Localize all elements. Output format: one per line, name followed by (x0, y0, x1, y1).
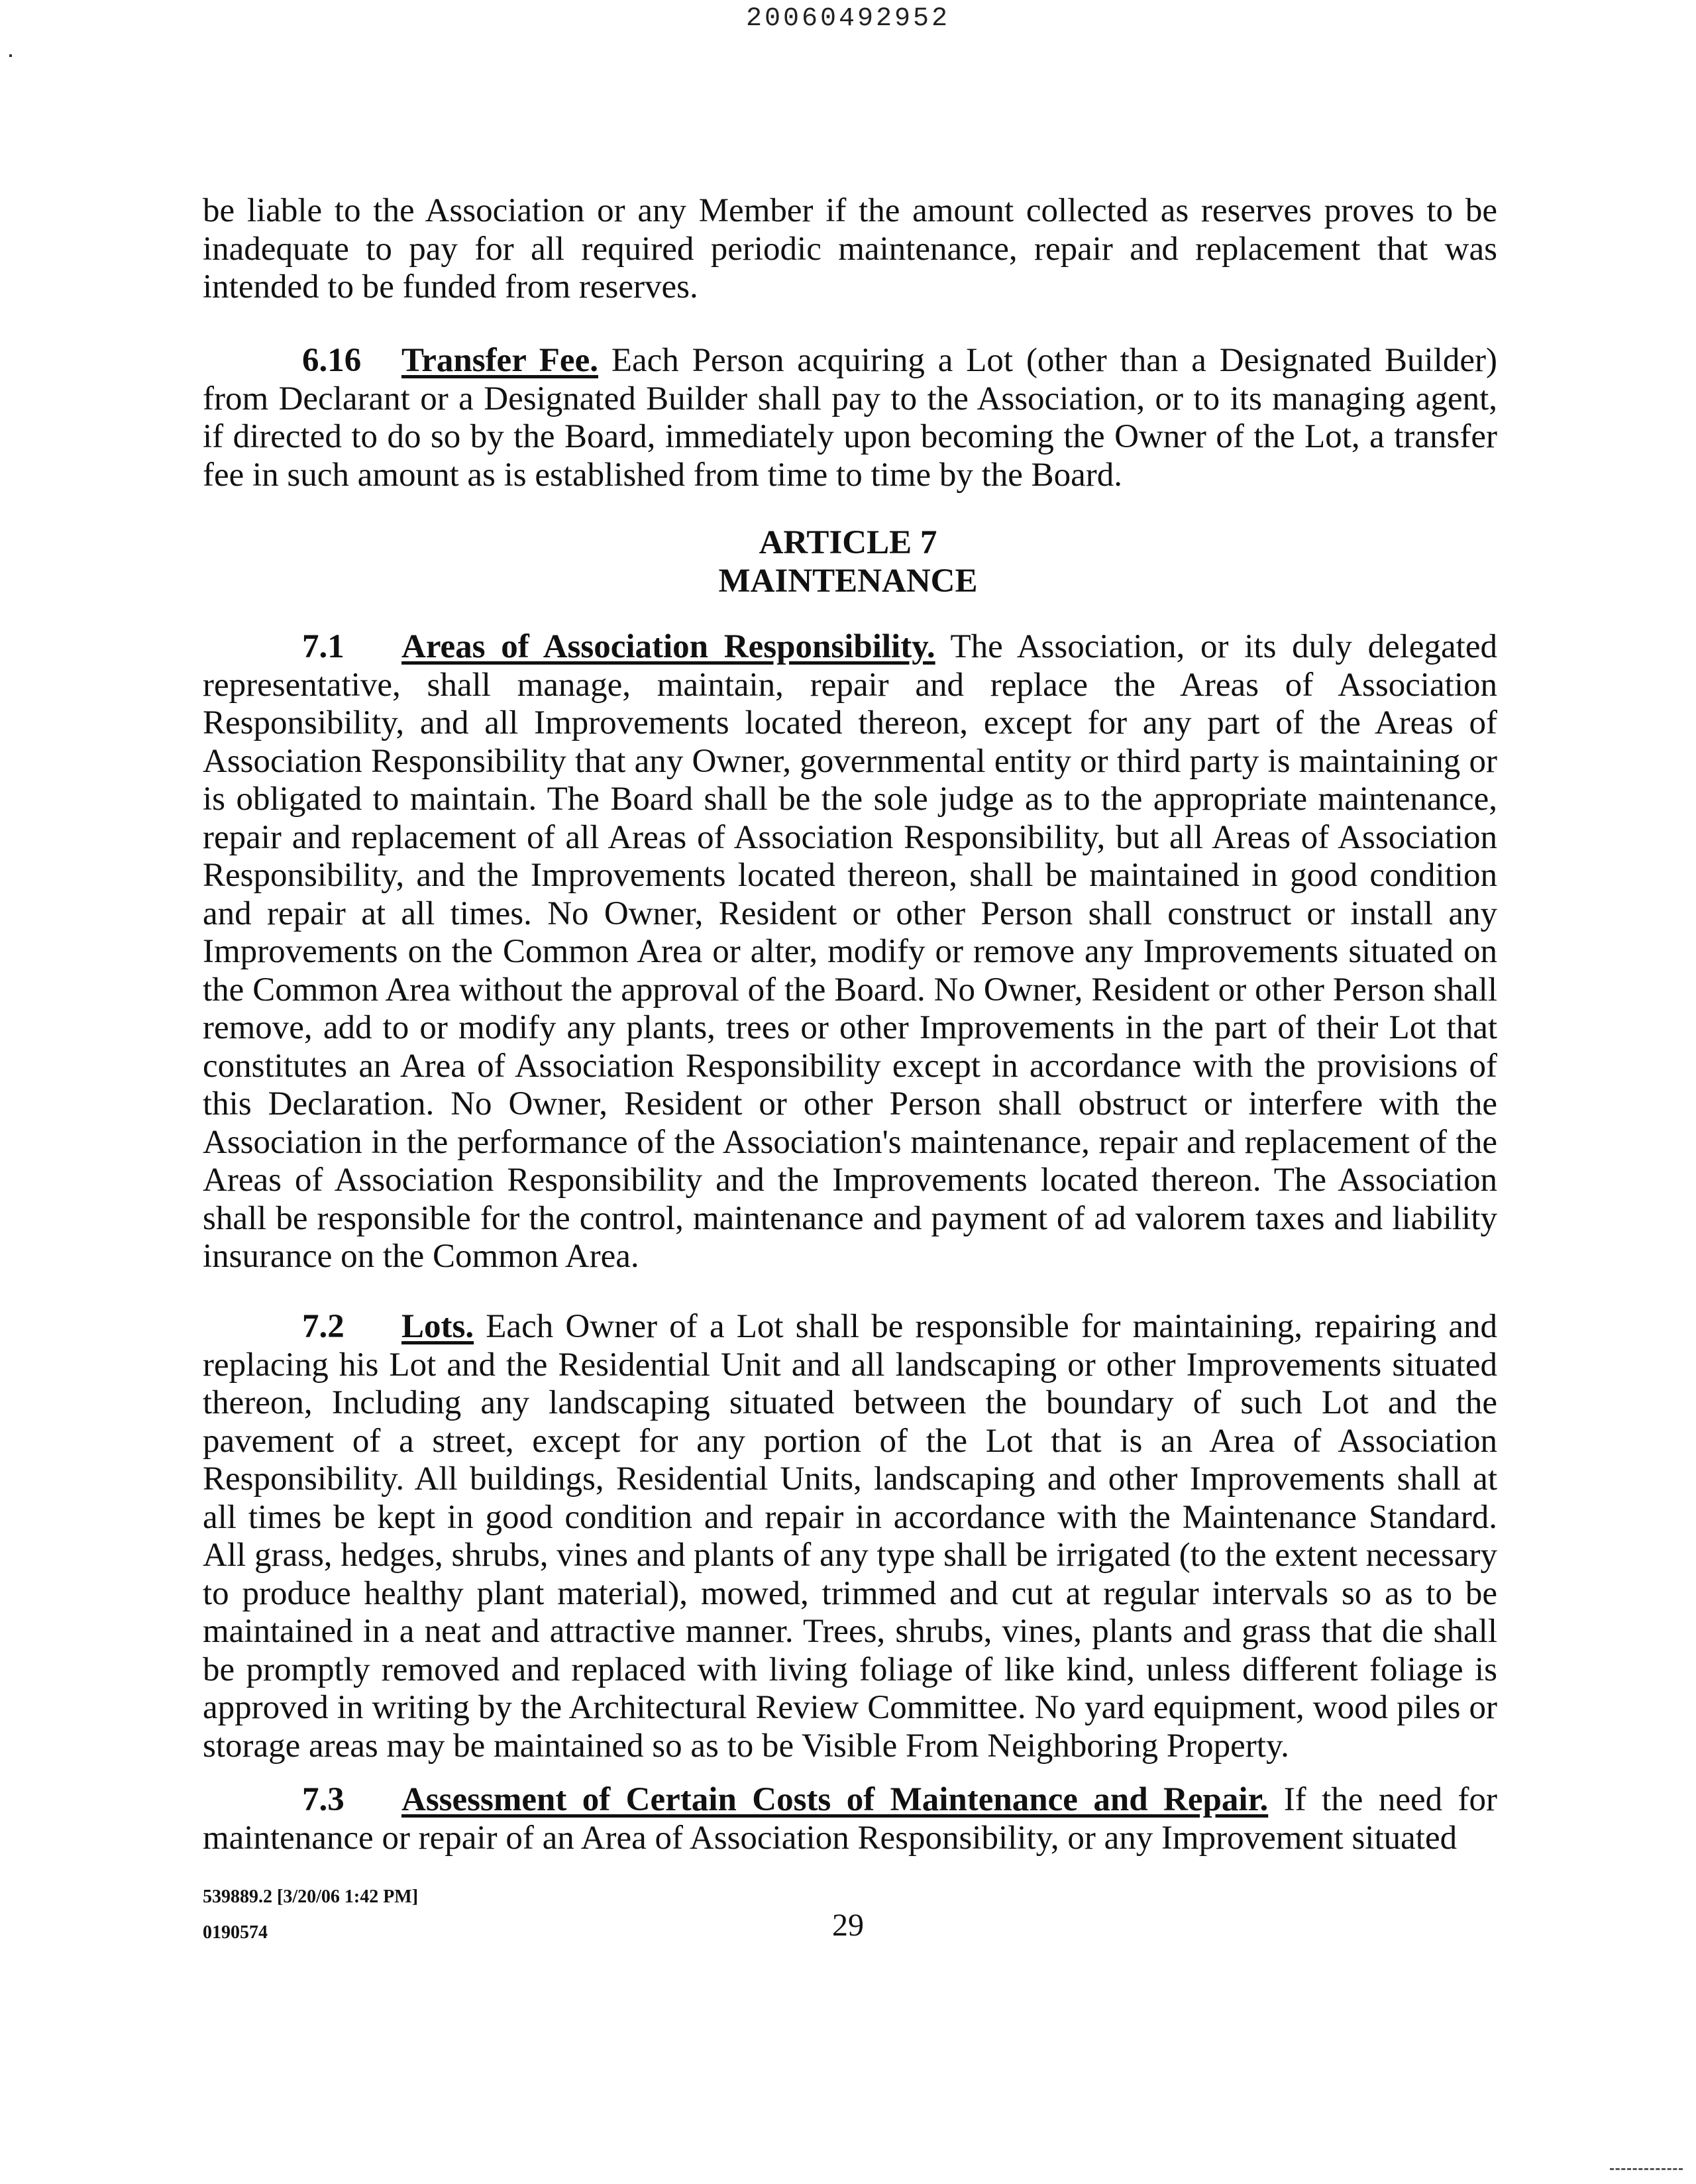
section-text: Each Owner of a Lot shall be responsible for maintaining, repairing and replacing his Lot and the Residential Unit and all landscaping or other Improvements situated thereon, Including any landscaping situated between the boundary of such Lot and the pavement of a street, except for any portion of the Lot that is an Area of Association Responsibility. All buildings, Residential Units, landscaping and other Improvements shall at all times be kept in good condition and repair in accordance with the Maintenance Standard. All grass, hedges, shrubs, vines and plants of any type shall be irrigated (to the extent necessary to produce healthy plant material), mowed, trimmed and cut at regular intervals so as to be maintained in a neat and attractive manner. Trees, shrubs, vines, plants and grass that die shall be promptly removed and replaced with living foliage of like kind, unless different foliage is approved in writing by the Architectural Review Committee. No yard equipment, wood piles or storage areas may be maintained so as to be Visible From Neighboring Property. (203, 1308, 1498, 1765)
section-text: Each Person acquiring a Lot (other than a Designated Builder) from Declarant or a Designated Builder shall pay to the Association, or to its managing agent, if directed to do so by the Board, immediately upon becoming the Owner of the Lot, a transfer fee in such amount as is established from time to time by the Board. (203, 342, 1497, 494)
article-heading (0, 523, 1696, 600)
section-title: Assessment of Certain Costs of Maintenance and Repair. (401, 1781, 1269, 1818)
section-7-3 (203, 1781, 1497, 1857)
page-number: 29 (832, 1908, 864, 1943)
section-text: If the need for maintenance or repair of an Area of Association Responsibility, or any Improvement situated (203, 1781, 1498, 1857)
document-number: 20060492952 (745, 4, 951, 34)
section-6-16 (203, 342, 1497, 494)
article-label: ARTICLE 7 (759, 524, 937, 561)
section-number: 6.16 (302, 342, 362, 379)
section-title: Areas of Association Responsibility. (401, 628, 935, 665)
scan-mark (9, 54, 12, 57)
section-number: 7.3 (302, 1781, 344, 1818)
paragraph-intro (203, 192, 1497, 307)
footer-client-code: 0190574 (203, 1922, 268, 1943)
footer-document-ref: 539889.2 [3/20/06 1:42 PM] (203, 1886, 419, 1907)
section-title: Transfer Fee. (401, 342, 598, 379)
section-7-1 (203, 628, 1497, 1276)
section-number: 7.1 (302, 628, 344, 665)
article-title: MAINTENANCE (718, 563, 978, 600)
section-title: Lots. (401, 1308, 474, 1345)
section-number: 7.2 (302, 1308, 344, 1345)
section-7-2 (203, 1308, 1497, 1765)
scan-edge-mark (1610, 2168, 1683, 2173)
paragraph-intro-text: be liable to the Association or any Member if the amount collected as reserves proves to be inadequate to pay for all required periodic maintenance, repair and replacement that was intended to be funded from reserves. (203, 192, 1497, 305)
section-text: The Association, or its duly delegated representative, shall manage, maintain, repair and replace the Areas of Association Responsibility, and all Improvements located thereon, except for any part of the Areas of Association Responsibility that any Owner, governmental entity or third party is maintaining or is obligated to maintain. The Board shall be the sole judge as to the appropriate maintenance, repair and replacement of all Areas of Association Responsibility, but all Areas of Association Responsibility, and the Improvements located thereon, shall be maintained in good condition and repair at all times. No Owner, Resident or other Person shall construct or install any Improvements on the Common Area or alter, modify or remove any Improvements situated on the Common Area without the approval of the Board. No Owner, Resident or other Person shall remove, add to or modify any plants, trees or other Improvements in the part of their Lot that constitutes an Area of Association Responsibility except in accordance with the provisions of this Declaration. No Owner, Resident or other Person shall obstruct or interfere with the Association in the performance of the Association's maintenance, repair and replacement of the Areas of Association Responsibility and the Improvements located thereon. The Association shall be responsible for the control, maintenance and payment of ad valorem taxes and liability insurance on the Common Area. (203, 628, 1497, 1275)
